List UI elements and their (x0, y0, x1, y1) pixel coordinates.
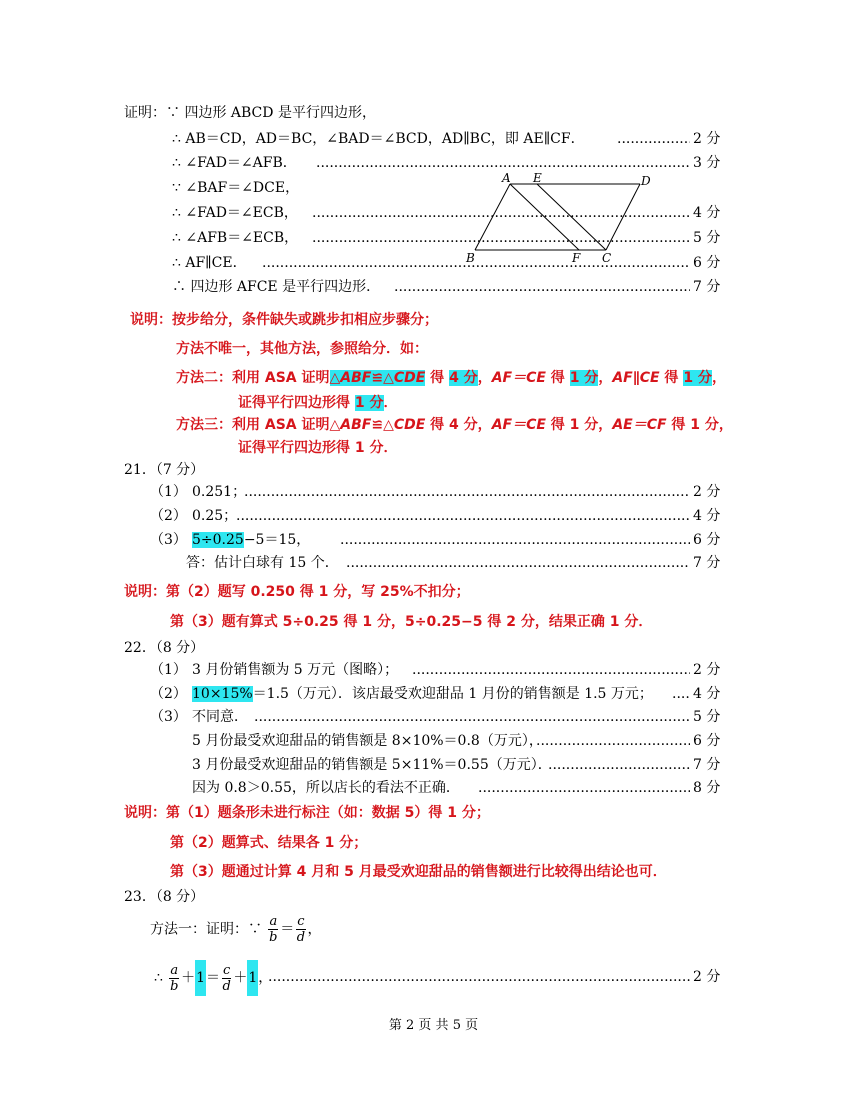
proof-line-4: ∵ ∠BAF＝∠DCE， (172, 180, 300, 196)
leader-dots (478, 778, 690, 798)
fraction-c-over-d: $\frac{c}{d}$ (222, 962, 231, 994)
q23-method-1: 方法一：证明：∵ $\frac{a}{b}$ ＝ $\frac{c}{d}$ ， (150, 914, 322, 945)
label-F: F (572, 251, 581, 265)
score: 2 分 (693, 662, 721, 678)
q22-note-2: 第（2）题算式、结果各 1 分； (170, 835, 368, 851)
leader-dots (412, 660, 690, 680)
proof-line-1: 证明：∵ 四边形 ABCD 是平行四边形， (124, 105, 376, 121)
score: 4 分 (693, 508, 721, 524)
q21-part-3: 5÷0.25−5＝15， (192, 532, 311, 548)
q21-note-2: 第（3）题有算式 5÷0.25 得 1 分，5÷0.25−5 得 2 分，结果正确 1 分． (170, 614, 653, 630)
proof-line-5: ∴ ∠FAD＝∠ECB， (172, 205, 298, 221)
q23-step-1: ∴ $\frac{a}{b}$ ＋1＝ $\frac{c}{d}$ ＋1， (154, 960, 272, 996)
segment-EC (537, 184, 606, 250)
leader-dots (346, 553, 690, 573)
fraction-a-over-b: $\frac{a}{b}$ (170, 962, 179, 994)
q22-note-3: 第（3）题通过计算 4 月和 5 月最受欢迎甜品的销售额进行比较得出结论也可． (170, 864, 667, 880)
q21-part-2: 0.25； (192, 508, 238, 524)
segment-AB (475, 184, 510, 250)
score: 2 分 (693, 969, 721, 985)
q21-heading: 21．（7 分） (124, 462, 205, 478)
q21-note-1: 说明：第（2）题写 0.250 得 1 分，写 25%不扣分； (124, 584, 470, 600)
leader-dots (672, 684, 690, 704)
q22-part-2: 10×15%＝1.5（万元）．该店最受欢迎甜品 1 月份的销售额是 1.5 万元； (192, 686, 653, 702)
page-footer: 第 2 页 共 5 页 (388, 1018, 479, 1033)
q22-part-1-number: （1） (150, 662, 187, 678)
score: 4 分 (693, 205, 721, 221)
note-20-method-3-line-2: 证得平行四边形得 1 分． (238, 440, 398, 456)
score: 3 分 (693, 155, 721, 171)
q22-part-3-number: （3） (150, 709, 187, 725)
segment-AF (510, 184, 579, 250)
q22-part-1: 3 月份销售额为 5 万元（图略）； (192, 662, 399, 678)
note-20-line-2: 方法不唯一，其他方法，参照给分．如： (176, 341, 428, 357)
q21-part-1-number: （1） (150, 484, 187, 500)
q22-part-3: 不同意． (192, 709, 248, 725)
proof-line-2: ∴ AB＝CD，AD＝BC，∠BAD＝∠BCD，AD∥BC，即 AE∥CF． (172, 131, 585, 147)
label-B: B (466, 251, 475, 265)
q21-part-1: 0.251； (192, 484, 247, 500)
leader-dots (236, 506, 690, 526)
proof-line-7: ∴ AF∥CE． (172, 255, 247, 271)
score: 7 分 (693, 279, 721, 295)
label-D: D (641, 174, 651, 188)
leader-dots (244, 482, 690, 502)
score: 2 分 (693, 484, 721, 500)
leader-dots (254, 707, 690, 727)
fraction-a-over-b: $\frac{a}{b}$ (269, 914, 278, 945)
score: 4 分 (693, 686, 721, 702)
note-20-method-2-line-2: 证得平行四边形得 1 分． (238, 395, 398, 411)
label-E: E (533, 171, 542, 185)
q22-line-6: 因为 0.8＞0.55，所以店长的看法不正确． (192, 780, 460, 796)
leader-dots (340, 530, 690, 550)
segment-DC (606, 184, 640, 250)
note-20-line-1: 说明：按步给分，条件缺失或跳步扣相应步骤分； (130, 312, 438, 328)
score: 6 分 (693, 255, 721, 271)
q22-note-1: 说明：第（1）题条形未进行标注（如：数据 5）得 1 分； (124, 805, 490, 821)
score: 2 分 (693, 131, 721, 147)
label-A: A (502, 171, 511, 185)
proof-line-6: ∴ ∠AFB＝∠ECB， (172, 230, 299, 246)
q21-part-2-number: （2） (150, 508, 187, 524)
q22-part-2-number: （2） (150, 686, 187, 702)
score: 6 分 (693, 733, 721, 749)
score: 5 分 (693, 709, 721, 725)
parallelogram-figure (462, 170, 662, 266)
proof-line-3: ∴ ∠FAD＝∠AFB． (172, 155, 297, 171)
q22-line-4: 5 月份最受欢迎甜品的销售额是 8×10%＝0.8（万元）， (192, 733, 543, 749)
leader-dots (394, 277, 690, 297)
q21-answer: 答：估计白球有 15 个． (186, 555, 339, 571)
q23-heading: 23．（8 分） (124, 889, 205, 905)
q21-part-3-number: （3） (150, 532, 187, 548)
score: 8 分 (693, 780, 721, 796)
score: 7 分 (693, 555, 721, 571)
leader-dots (617, 129, 690, 149)
leader-dots (268, 967, 690, 987)
proof-line-8: ∴ 四边形 AFCE 是平行四边形． (172, 279, 381, 295)
fraction-c-over-d: $\frac{c}{d}$ (296, 914, 306, 945)
score: 5 分 (693, 230, 721, 246)
leader-dots (536, 731, 690, 751)
score: 6 分 (693, 532, 721, 548)
note-20-method-2: 方法二：利用 ASA 证明△ABF≌△CDE 得 4 分，AF＝CE 得 1 分，AF∥CE 得 1 分， (176, 370, 726, 386)
q22-line-5: 3 月份最受欢迎甜品的销售额是 5×11%＝0.55（万元）． (192, 757, 552, 773)
score: 7 分 (693, 757, 721, 773)
note-20-method-3: 方法三：利用 ASA 证明△ABF≌△CDE 得 4 分，AF＝CE 得 1 分，AE＝CF 得 1 分， (176, 417, 733, 433)
leader-dots (548, 755, 690, 775)
q22-heading: 22．（8 分） (124, 640, 205, 656)
label-C: C (602, 251, 612, 265)
